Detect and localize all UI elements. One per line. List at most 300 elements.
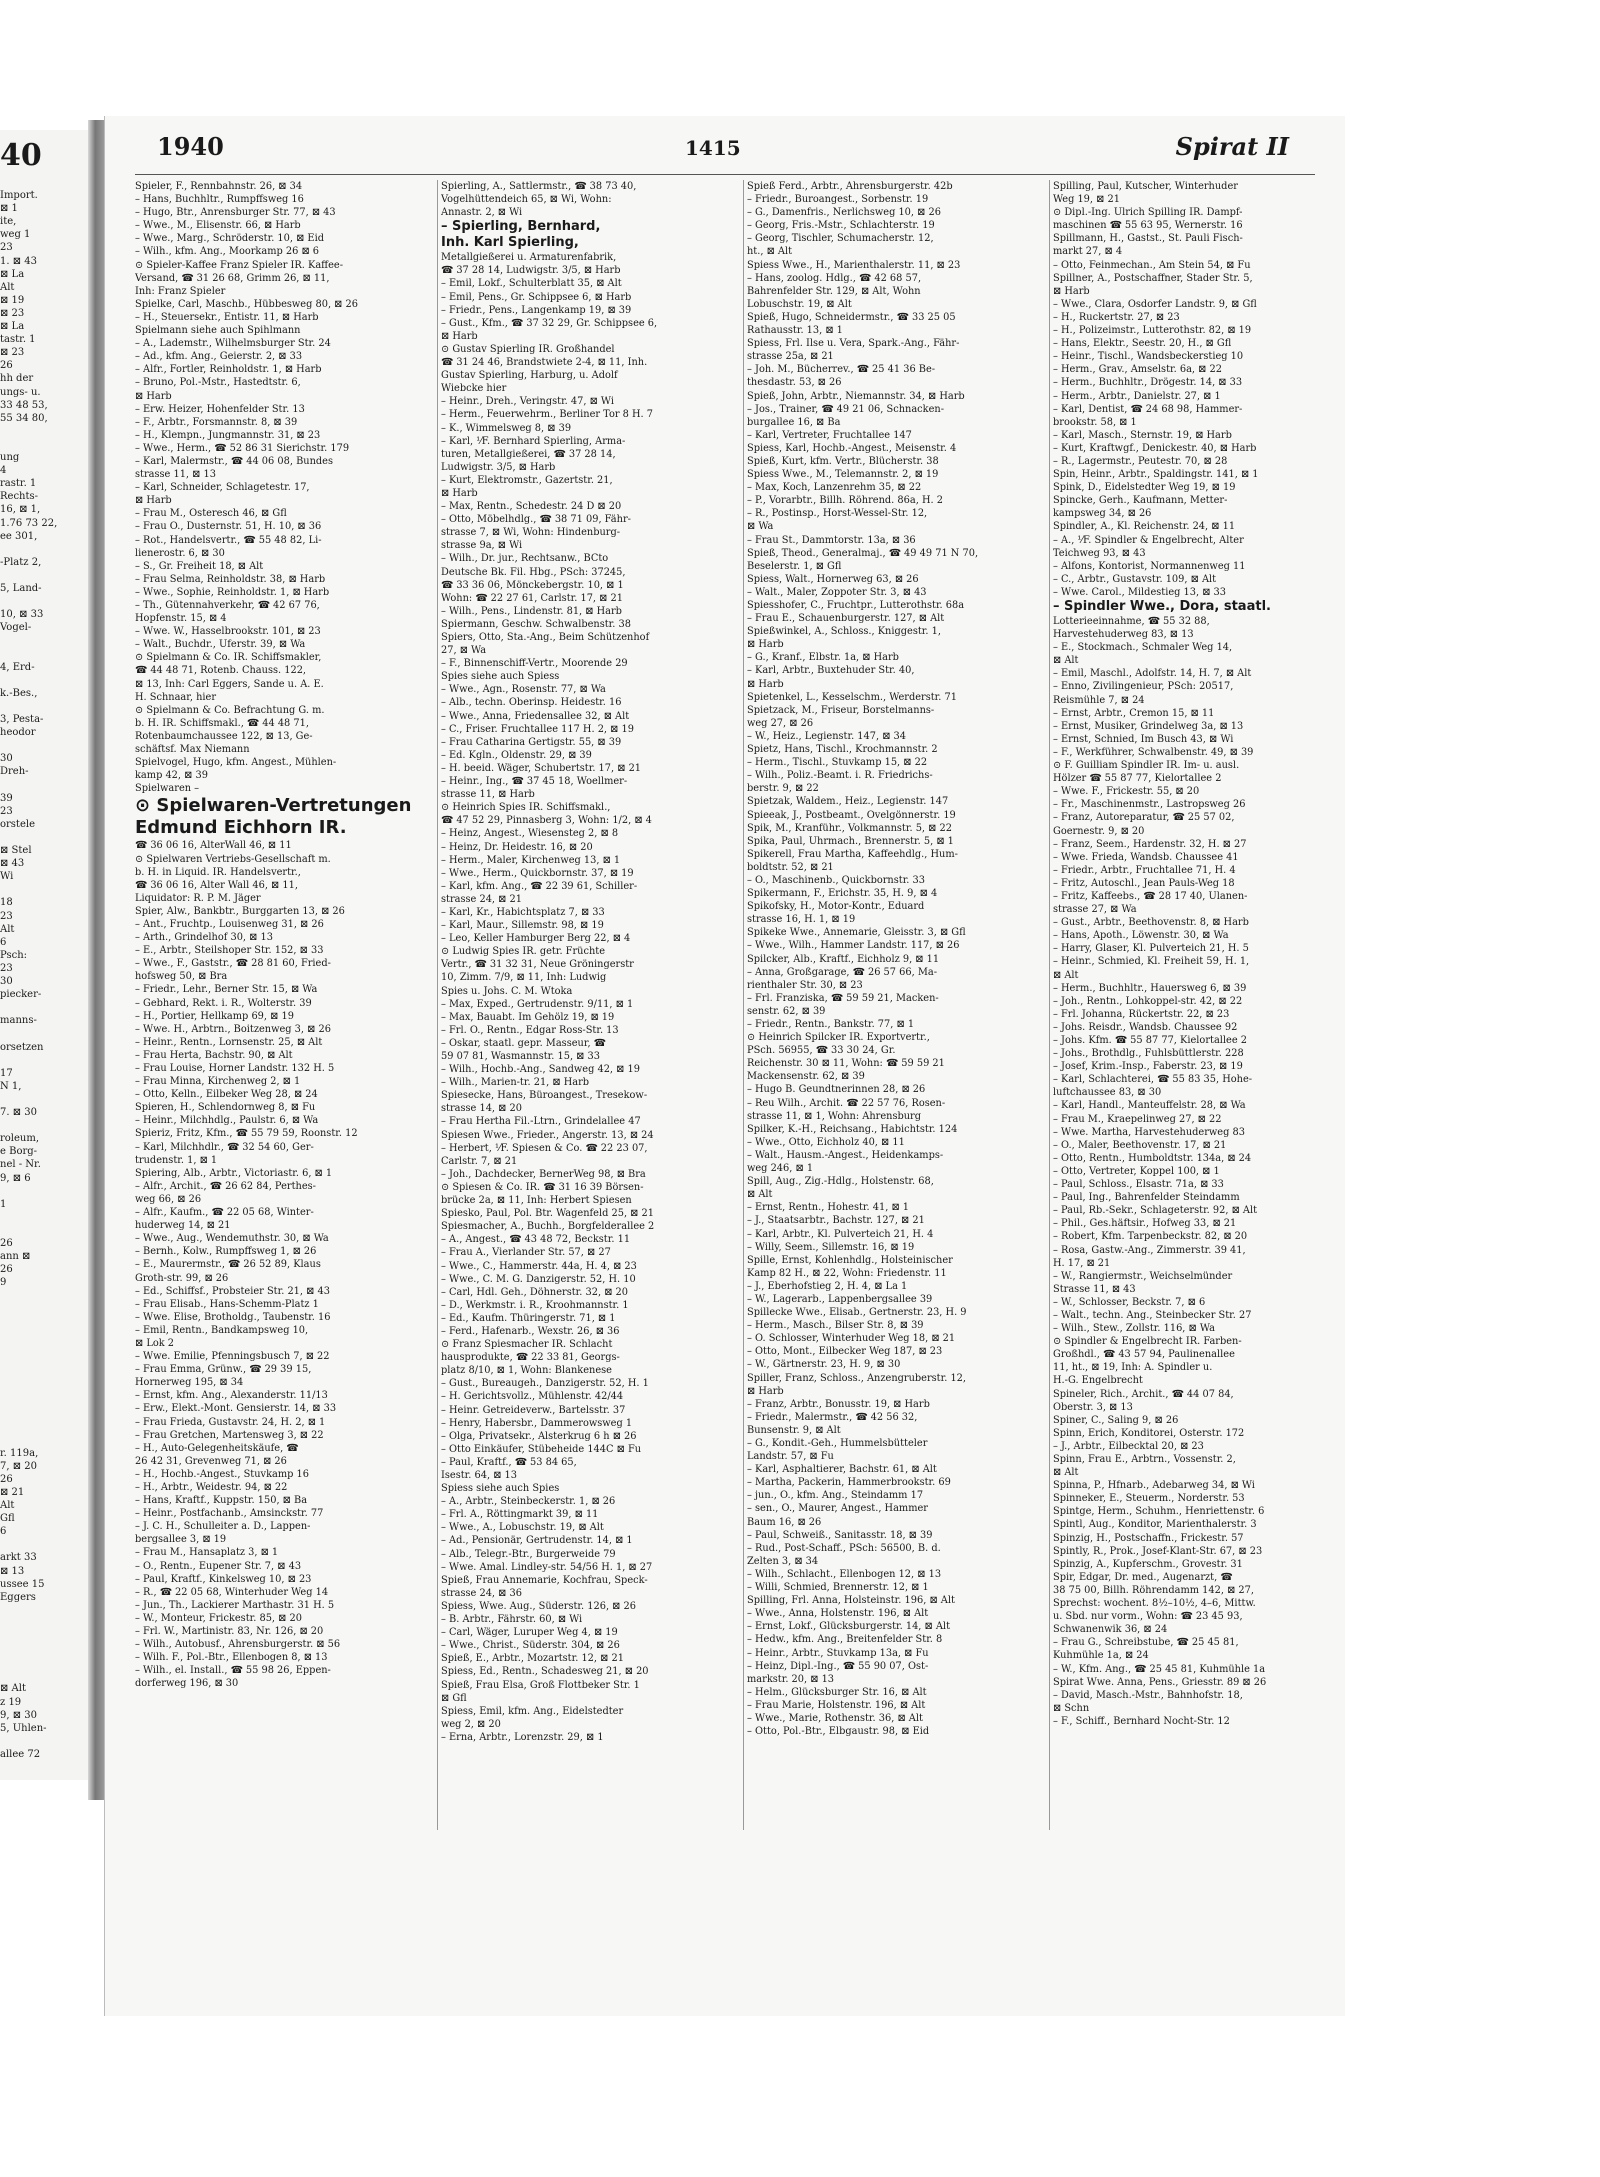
directory-entry: – Wilh. F., Pol.-Btr., Ellenbogen 8, ⊠ 13: [135, 1652, 328, 1664]
left-page-line: 17: [0, 1067, 13, 1079]
directory-entry: markstr. 20, ⊠ 13: [747, 1673, 835, 1685]
directory-entry: Spieß Ferd., Arbtr., Ahrensburgerstr. 42b: [747, 181, 953, 192]
directory-entry: Spielvogel, Hugo, kfm. Angest., Mühlen-: [135, 757, 337, 769]
directory-entry: – Karl, Handl., Manteuffelstr. 28, ⊠ Wa: [1053, 1100, 1246, 1112]
directory-entry: Spiess, Frl. Ilse u. Vera, Spark.-Ang., Fähr-: [747, 338, 960, 350]
directory-entry: Spiesmacher, A., Buchh., Borgfelderallee 2: [441, 1221, 655, 1233]
directory-entry: b. H. IR. Schiffsmakl., ☎ 44 48 71,: [135, 717, 309, 729]
directory-entry: markt 27, ⊠ 4: [1053, 246, 1123, 258]
directory-entry: Spilcker, Alb., Kraftf., Eichholz 9, ⊠ 11: [747, 953, 940, 965]
directory-entry: ⊙ Heinrich Spies IR. Schiffsmakl.,: [441, 802, 611, 814]
directory-entry: – Wwe. Martha, Harvestehuderweg 83: [1053, 1126, 1245, 1138]
left-page-line: Rechts-: [0, 491, 39, 503]
directory-entry: Spielwaren –: [135, 783, 200, 795]
left-page-line: 6: [0, 936, 7, 948]
directory-entry: Metallgießerei u. Armaturenfabrik,: [441, 252, 617, 264]
directory-entry: – Wilh., Hochb.-Ang., Sandweg 42, ⊠ 19: [441, 1064, 640, 1076]
left-page-line: nel - Nr.: [0, 1159, 41, 1171]
directory-entry: – Frl. Johanna, Rückertstr. 22, ⊠ 23: [1053, 1008, 1230, 1020]
directory-entry: – Th., Gütennahverkehr, ☎ 42 67 76,: [135, 600, 320, 611]
left-page-line: 1.76 73 22,: [0, 517, 58, 529]
column-divider: [1049, 180, 1050, 1830]
directory-entry: – Wwe., Aug., Wendemuthstr. 30, ⊠ Wa: [135, 1233, 329, 1245]
directory-entry: – J., Arbtr., Eilbecktal 20, ⊠ 23: [1053, 1440, 1204, 1452]
directory-entry: ⊙ Spielmann & Co. IR. Schiffsmakler,: [135, 652, 322, 664]
directory-entry: Annastr. 2, ⊠ Wi: [441, 207, 523, 219]
directory-entry: berstr. 9, ⊠ 22: [747, 783, 819, 795]
directory-entry: Spik, M., Kranführ., Volkmannstr. 5, ⊠ 22: [747, 822, 952, 834]
directory-entry: Edmund Eichhorn IR.: [135, 817, 347, 839]
directory-entry: Spieren, H., Schlendornweg 8, ⊠ Fu: [135, 1102, 316, 1114]
directory-entry: – Otto, Kelln., Eilbeker Weg 28, ⊠ 24: [135, 1089, 318, 1101]
left-page-line: 5, Land-: [0, 583, 42, 594]
directory-entry: ⊠ Alt: [1053, 1467, 1079, 1479]
directory-entry: Spieler, F., Rennbahnstr. 26, ⊠ 34: [135, 181, 303, 192]
directory-entry: Spiesko, Paul, Pol. Btr. Wagenfeld 25, ⊠ 21: [441, 1208, 654, 1220]
directory-entry: Spiess, Karl, Hochb.-Angest., Meisenstr. 4: [747, 442, 957, 454]
left-page-line: 23: [0, 805, 13, 817]
directory-entry: – H., Hochb.-Angest., Stuvkamp 16: [135, 1468, 310, 1480]
directory-entry: Goernestr. 9, ⊠ 20: [1053, 825, 1145, 837]
directory-entry: Hornerweg 195, ⊠ 34: [135, 1377, 244, 1389]
left-page-line: rastr. 1: [0, 478, 37, 490]
left-page-line: ⊠ 21: [0, 1486, 25, 1498]
directory-entry: ⊙ F. Guilliam Spindler IR. Im- u. ausl.: [1053, 760, 1240, 772]
directory-entry: Spiller, Franz, Schloss., Anzengruberstr. 12,: [747, 1372, 967, 1384]
directory-entry: strasse 11, ⊠ Harb: [441, 789, 535, 801]
left-page-line: ⊠ 1: [0, 203, 18, 215]
directory-entry: Reichenstr. 30 ⊠ 11, Wohn: ☎ 59 59 21: [747, 1058, 945, 1070]
directory-entry: – Paul, Schweiß., Sanitasstr. 18, ⊠ 39: [747, 1529, 933, 1541]
left-page-line: ungs- u.: [0, 386, 41, 398]
directory-entry: Spille, Ernst, Kohlenhdlg., Holsteinischer: [747, 1254, 953, 1266]
directory-entry: – Karl, Schneider, Schlagetestr. 17,: [135, 482, 310, 494]
left-page-line: Alt: [0, 1500, 15, 1511]
directory-entry: – Wwe., Wilh., Hammer Landstr. 117, ⊠ 26: [747, 940, 960, 952]
directory-entry: strasse 25a, ⊠ 21: [747, 351, 834, 363]
directory-entry: turen, Metallgießerei, ☎ 37 28 14,: [441, 448, 616, 460]
directory-entry: – H., Auto-Gelegenheitskäufe, ☎: [135, 1442, 299, 1454]
directory-entry: – Wilh., el. Install., ☎ 55 98 26, Eppen-: [135, 1665, 331, 1677]
directory-entry: ☎ 36 06 16, Alter Wall 46, ⊠ 11,: [135, 879, 298, 891]
left-page-line: 23: [0, 962, 13, 974]
directory-entry: – Wwe., F., Gaststr., ☎ 28 81 60, Fried-: [135, 958, 331, 970]
directory-entry: – Gust., Kfm., ☎ 37 32 29, Gr. Schippsee 6,: [441, 317, 658, 329]
left-page-line: 39: [0, 792, 13, 804]
running-head-range: Spirat II: [1175, 132, 1289, 161]
directory-page: [104, 116, 1345, 2016]
directory-column-3: [747, 180, 1043, 1830]
directory-entry: – Fr., Maschinenmstr., Lastropsweg 26: [1053, 799, 1246, 811]
directory-entry: – O. Schlosser, Winterhuder Weg 18, ⊠ 21: [747, 1333, 956, 1345]
left-page-line: ⊠ 19: [0, 294, 25, 306]
directory-entry: Spikerell, Frau Martha, Kaffeehdlg., Hum-: [747, 848, 958, 860]
directory-entry: ⊠ Schn: [1053, 1702, 1090, 1714]
left-page-line: Alt: [0, 923, 15, 935]
directory-column-4: [1053, 180, 1349, 1830]
directory-entry: Spillmann, H., Gastst., St. Pauli Fisch-: [1053, 233, 1243, 245]
directory-entry: – Frau Herta, Bachstr. 90, ⊠ Alt: [135, 1049, 293, 1061]
directory-entry: – Carl, Hdl. Geh., Döhnerstr. 32, ⊠ 20: [441, 1286, 628, 1298]
directory-entry: Spir, Edgar, Dr. med., Augenarzt, ☎: [1053, 1571, 1233, 1583]
directory-entry: Spiess Wwe., M., Telemannstr. 2, ⊠ 19: [747, 469, 939, 481]
left-page-line: -Platz 2,: [0, 556, 42, 568]
directory-entry: strasse 16, H. 1, ⊠ 19: [747, 914, 856, 926]
directory-entry: – D., Werkmstr. i. R., Kroohmannstr. 1: [441, 1299, 629, 1311]
directory-entry: – Heinz, Angest., Wiesensteg 2, ⊠ 8: [441, 828, 619, 840]
left-page-line: 7. ⊠ 30: [0, 1107, 38, 1118]
directory-entry: – Friedr., Lehr., Berner Str. 15, ⊠ Wa: [135, 984, 318, 996]
directory-entry: – Wwe. Amal. Lindley-str. 54/56 H. 1, ⊠ 27: [441, 1561, 653, 1573]
directory-entry: Bahrenfelder Str. 129, ⊠ Alt, Wohn: [747, 285, 921, 297]
directory-entry: – F., Werkführer, Schwalbenstr. 49, ⊠ 39: [1053, 746, 1254, 758]
left-page-line: 4, Erd-: [0, 661, 35, 673]
directory-entry: weg 66, ⊠ 26: [135, 1193, 202, 1205]
directory-entry: – Heinr., Schmied, Kl. Freiheit 59, H. 1,: [1053, 956, 1250, 968]
directory-entry: Spieß, Hugo, Schneidermstr., ☎ 33 25 05: [747, 311, 956, 323]
directory-entry: ⊠ Harb: [747, 678, 784, 690]
left-page-line: 4: [0, 465, 7, 477]
directory-entry: – Karl, Maur., Sillemstr. 98, ⊠ 19: [441, 920, 604, 932]
directory-entry: – Wwe., Marie, Rothenstr. 36, ⊠ Alt: [747, 1712, 923, 1724]
directory-entry: Spieeak, J., Postbeamt., Ovelgönnerstr. 19: [747, 809, 956, 821]
directory-entry: – Wilh., Poliz.-Beamt. i. R. Friedrichs-: [747, 770, 933, 782]
directory-entry: – J., Eberhofstieg 2, H. 4, ⊠ La 1: [747, 1280, 908, 1292]
directory-entry: – Herm., Buchhltr., Drögestr. 14, ⊠ 33: [1053, 377, 1243, 389]
left-page-line: Psch:: [0, 949, 28, 961]
left-page-line: piecker-: [0, 989, 42, 1001]
directory-entry: – Jun., Th., Lackierer Marthastr. 31 H. 5: [135, 1599, 335, 1611]
directory-entry: ⊠ Harb: [135, 390, 172, 402]
directory-entry: – Kurt, Kraftwgf., Denickestr. 40, ⊠ Harb: [1053, 442, 1257, 454]
directory-entry: – Arth., Grindelhof 30, ⊠ 13: [135, 932, 273, 944]
directory-entry: – A., Arbtr., Steinbeckerstr. 1, ⊠ 26: [441, 1496, 616, 1508]
directory-entry: ⊠ Alt: [1053, 655, 1079, 667]
directory-entry: – Frau Frieda, Gustavstr. 24, H. 2, ⊠ 1: [135, 1416, 326, 1428]
directory-entry: Spieß, Theod., Generalmaj., ☎ 49 49 71 N 70,: [747, 547, 979, 559]
directory-entry: – Otto, Pol.-Btr., Elbgaustr. 98, ⊠ Eid: [747, 1726, 930, 1738]
directory-entry: – Frau M., Osteresch 46, ⊠ Gfl: [135, 508, 287, 520]
left-page-line: 23: [0, 910, 13, 922]
directory-entry: – J. C. H., Schulleiter a. D., Lappen-: [135, 1521, 311, 1533]
directory-entry: – Robert, Kfm. Tarpenbeckstr. 82, ⊠ 20: [1053, 1231, 1248, 1243]
directory-entry: ⊙ Heinrich Spilcker IR. Exportvertr.,: [747, 1032, 930, 1044]
directory-entry: – Max, Exped., Gertrudenstr. 9/11, ⊠ 1: [441, 998, 634, 1010]
directory-entry: – G., Kranf., Elbstr. 1a, ⊠ Harb: [747, 652, 899, 664]
directory-entry: – Ferd., Hafenarb., Wexstr. 26, ⊠ 36: [441, 1325, 620, 1337]
directory-entry: – Emil, Pens., Gr. Schippsee 6, ⊠ Harb: [441, 291, 632, 303]
directory-entry: – Karl, kfm. Ang., ☎ 22 39 61, Schiller-: [441, 880, 638, 892]
directory-entry: bergsallee 3, ⊠ 19: [135, 1534, 227, 1546]
directory-entry: Spika, Paul, Uhrmach., Brennerstr. 5, ⊠ 1: [747, 835, 954, 847]
directory-entry: Spinn, Erich, Konditorei, Osterstr. 172: [1053, 1427, 1245, 1439]
directory-entry: ⊠ Harb: [747, 1385, 784, 1397]
directory-entry: – Heinr., Arbtr., Stuvkamp 13a, ⊠ Fu: [747, 1647, 929, 1659]
directory-entry: – Joh. M., Bücherrev., ☎ 25 41 36 Be-: [747, 364, 936, 376]
directory-entry: Wiebcke hier: [441, 383, 507, 395]
directory-entry: – Martha, Packerin, Hammerbrookstr. 69: [747, 1477, 951, 1489]
directory-entry: – Helm., Glücksburger Str. 16, ⊠ Alt: [747, 1686, 927, 1698]
directory-entry: strasse 14, ⊠ 20: [441, 1103, 522, 1115]
directory-entry: – Herm., Buchhltr., Hauersweg 6, ⊠ 39: [1053, 982, 1247, 994]
directory-entry: – Spindler Wwe., Dora, staatl.: [1053, 599, 1271, 614]
left-page-line: 9, ⊠ 30: [0, 1709, 38, 1721]
directory-entry: luftchaussee 83, ⊠ 30: [1053, 1087, 1162, 1099]
directory-entry: Inh. Karl Spierling,: [441, 235, 579, 251]
directory-entry: Spielmann siehe auch Spihlmann: [135, 325, 301, 337]
directory-entry: Hopfenstr. 15, ⊠ 4: [135, 613, 227, 625]
directory-entry: – Frau St., Dammtorstr. 13a, ⊠ 36: [747, 534, 916, 546]
directory-entry: – A., Angest., ☎ 43 48 72, Beckstr. 11: [441, 1234, 631, 1246]
directory-entry: Mackensenstr. 62, ⊠ 39: [747, 1071, 865, 1083]
directory-entry: – H., Arbtr., Weidestr. 94, ⊠ 22: [135, 1482, 288, 1493]
directory-entry: Spill, Aug., Zig.-Hdlg., Holstenstr. 68,: [747, 1176, 934, 1188]
directory-entry: – A., ⅟F. Spindler & Engelbrecht, Alter: [1053, 534, 1244, 546]
directory-entry: Spier, Alw., Bankbtr., Burggarten 13, ⊠ 26: [135, 905, 345, 917]
directory-entry: Wohn: ☎ 22 27 61, Carlstr. 17, ⊠ 21: [441, 592, 623, 604]
directory-entry: – Frl. W., Martinistr. 83, Nr. 126, ⊠ 20: [135, 1626, 324, 1638]
left-page-line: 1: [0, 1198, 7, 1210]
directory-entry: Spink, D., Eidelstedter Weg 19, ⊠ 19: [1053, 482, 1236, 494]
directory-entry: Spierling, A., Sattlermstr., ☎ 38 73 40,: [441, 181, 637, 192]
directory-entry: – Ernst, Lokf., Glücksburgerstr. 14, ⊠ Alt: [747, 1621, 951, 1633]
directory-entry: Spiesecke, Hans, Büroangest., Tresekow-: [441, 1090, 648, 1102]
left-page-line: 3, Pesta-: [0, 714, 44, 725]
directory-entry: – Herm., Maler, Kirchenweg 13, ⊠ 1: [441, 854, 621, 866]
directory-entry: strasse 11, ⊠ 1, Wohn: Ahrensburg: [747, 1110, 922, 1122]
directory-entry: Hölzer ☎ 55 87 77, Kielortallee 2: [1053, 773, 1222, 785]
left-page-line: ite,: [0, 216, 17, 228]
directory-entry: – Hans, Buchhltr., Rumpffsweg 16: [135, 194, 304, 206]
directory-entry: – Georg, Fris.-Mstr., Schlachterstr. 19: [747, 220, 935, 232]
directory-entry: – Friedr., Pens., Langenkamp 19, ⊠ 39: [441, 304, 632, 316]
directory-entry: Spiess, Wwe. Aug., Süderstr. 126, ⊠ 26: [441, 1600, 636, 1612]
directory-entry: – Alfr., Fortler, Reinholdstr. 1, ⊠ Harb: [135, 364, 322, 376]
directory-entry: ⊠ 13, Inh: Carl Eggers, Sande u. A. E.: [135, 678, 324, 690]
left-page-line: 30: [0, 753, 13, 765]
directory-entry: – O., Maler, Beethovenstr. 17, ⊠ 21: [1053, 1139, 1227, 1151]
directory-entry: Spiess, Emil, kfm. Ang., Eidelstedter: [441, 1705, 624, 1717]
directory-entry: – Emil, Rentn., Bandkampsweg 10,: [135, 1324, 309, 1336]
directory-entry: – Wwe., C. M. G. Danzigerstr. 52, H. 10: [441, 1273, 636, 1285]
directory-entry: Kamp 82 H., ⊠ 22, Wohn: Friedenstr. 11: [747, 1267, 947, 1279]
directory-entry: 27, ⊠ Wa: [441, 645, 487, 657]
directory-entry: ⊙ Gustav Spierling IR. Großhandel: [441, 343, 615, 355]
directory-entry: – B. Arbtr., Fährstr. 60, ⊠ Wi: [441, 1614, 583, 1626]
directory-entry: Spieß, Frau Annemarie, Kochfrau, Speck-: [441, 1574, 648, 1586]
left-page-line: 26: [0, 360, 13, 372]
directory-entry: – G., Kondit.-Geh., Hummelsbütteler: [747, 1438, 928, 1449]
directory-entry: – H., Steuersekr., Entistr. 11, ⊠ Harb: [135, 311, 319, 323]
directory-entry: Sprechst: wochent. 8½–10½, 4–6, Mittw.: [1053, 1598, 1256, 1610]
directory-entry: – Frau Hertha Fil.-Ltrn., Grindelallee 47: [441, 1116, 641, 1128]
directory-entry: – Frau Elisab., Hans-Schemm-Platz 1: [135, 1298, 319, 1310]
directory-entry: – Frau M., Kraepelinweg 27, ⊠ 22: [1053, 1113, 1222, 1125]
directory-entry: ☎ 36 06 16, AlterWall 46, ⊠ 11: [135, 840, 292, 852]
directory-entry: – Harry, Glaser, Kl. Pulverteich 21, H. 5: [1053, 943, 1249, 955]
directory-entry: ⊙ Spielwaren-Vertretungen: [135, 795, 412, 817]
directory-entry: – Heinr., Dreh., Veringstr. 47, ⊠ Wi: [441, 396, 614, 408]
page-number: 1415: [685, 136, 741, 160]
directory-entry: – Wwe. Emilie, Pfenningsbusch 7, ⊠ 22: [135, 1351, 330, 1363]
left-page-line: ⊠ La: [0, 321, 25, 332]
directory-entry: Spieß, John, Arbtr., Niemannstr. 34, ⊠ Harb: [747, 390, 965, 402]
directory-entry: – Gust., Bureaugeh., Danzigerstr. 52, H. 1: [441, 1378, 649, 1390]
directory-entry: Schwanenwik 36, ⊠ 24: [1053, 1624, 1168, 1636]
directory-entry: H. 17, ⊠ 21: [1053, 1257, 1111, 1269]
directory-entry: – Wwe. Carol., Mildestieg 13, ⊠ 33: [1053, 586, 1227, 598]
directory-entry: – Karl, Arbtr., Buxtehuder Str. 40,: [747, 665, 915, 677]
directory-entry: – Walt., Buchdr., Uferstr. 39, ⊠ Wa: [135, 639, 306, 651]
directory-entry: Spillecke Wwe., Elisab., Gertnerstr. 23, H. 9: [747, 1307, 967, 1319]
left-page-line: 10, ⊠ 33: [0, 609, 44, 621]
left-page-folio: 40: [0, 138, 42, 173]
directory-entry: – Herm., Tischl., Stuvkamp 15, ⊠ 22: [747, 757, 928, 769]
directory-entry: – Ernst, Schnied, Im Busch 43, ⊠ Wi: [1053, 733, 1234, 745]
header-rule: [135, 174, 1315, 175]
directory-entry: Harvestehuderweg 83, ⊠ 13: [1053, 629, 1194, 641]
directory-entry: Spinna, P., Hfnarb., Adebarweg 34, ⊠ Wi: [1053, 1480, 1255, 1492]
directory-entry: – Wwe., C., Hammerstr. 44a, H. 4, ⊠ 23: [441, 1260, 637, 1272]
directory-entry: Spilker, K.-H., Reichsang., Habichtstr. 124: [747, 1123, 958, 1135]
left-page-line: ⊠ Alt: [0, 1683, 26, 1695]
left-page-line: ⊠ 23: [0, 307, 25, 319]
directory-entry: – C., Arbtr., Gustavstr. 109, ⊠ Alt: [1053, 573, 1217, 585]
directory-entry: brookstr. 58, ⊠ 1: [1053, 416, 1137, 428]
directory-entry: Beselerstr. 1, ⊠ Gfl: [747, 560, 842, 572]
directory-entry: – E., Arbtr., Steilshoper Str. 152, ⊠ 33: [135, 945, 324, 957]
directory-entry: ⊙ Franz Spiesmacher IR. Schlacht: [441, 1339, 613, 1351]
directory-entry: Spindler, A., Kl. Reichenstr. 24, ⊠ 11: [1053, 521, 1236, 533]
directory-entry: – Wilh., Pens., Lindenstr. 81, ⊠ Harb: [441, 605, 622, 617]
directory-entry: – J., Staatsarbtr., Bachstr. 127, ⊠ 21: [747, 1215, 925, 1227]
directory-entry: – H., Ruckertstr. 27, ⊠ 23: [1053, 311, 1180, 323]
directory-entry: – Karl, Kr., Habichtsplatz 7, ⊠ 33: [441, 906, 605, 918]
directory-entry: – Frau A., Vierlander Str. 57, ⊠ 27: [441, 1247, 611, 1259]
directory-entry: – Friedr., Buroangest., Sorbenstr. 19: [747, 194, 929, 206]
directory-entry: Spilling, Paul, Kutscher, Winterhuder: [1053, 181, 1238, 192]
directory-entry: – Wwe., M., Elisenstr. 66, ⊠ Harb: [135, 220, 301, 232]
directory-entry: – Johs., Brothdlg., Fuhlsbüttlerstr. 228: [1053, 1048, 1244, 1060]
directory-entry: – Wwe., Marg., Schröderstr. 10, ⊠ Eid: [135, 233, 324, 245]
directory-entry: platz 8/10, ⊠ 1, Wohn: Blankenese: [441, 1365, 612, 1377]
directory-entry: – Georg, Tischler, Schumacherstr. 12,: [747, 233, 934, 245]
left-page-line: ann ⊠: [0, 1251, 31, 1263]
directory-entry: kampsweg 34, ⊠ 26: [1053, 508, 1152, 520]
directory-entry: – Herm., Arbtr., Danielstr. 27, ⊠ 1: [1053, 390, 1221, 402]
directory-entry: b. H. in Liquid. IR. Handelsvertr.,: [135, 866, 301, 878]
directory-entry: – Kurt, Elektromstr., Gazertstr. 21,: [441, 474, 613, 486]
directory-entry: Gustav Spierling, Harburg, u. Adolf: [441, 370, 618, 382]
directory-entry: Spinn, Frau E., Arbtrn., Vossenstr. 2,: [1053, 1454, 1236, 1465]
directory-entry: ⊠ Harb: [747, 639, 784, 651]
directory-entry: ⊠ Alt: [747, 1189, 773, 1201]
directory-entry: strasse 7, ⊠ Wi, Wohn: Hindenburg-: [441, 527, 621, 539]
directory-entry: 59 07 81, Wasmannstr. 15, ⊠ 33: [441, 1051, 600, 1062]
directory-entry: huderweg 14, ⊠ 21: [135, 1220, 231, 1232]
directory-entry: Spiesshofer, C., Fruchtpr., Lutterothstr. 68a: [747, 600, 965, 611]
directory-entry: – O., Maschinenb., Quickbornstr. 33: [747, 874, 925, 886]
directory-entry: – Karl, Milchhdlr., ☎ 32 54 60, Ger-: [135, 1141, 314, 1153]
directory-entry: – Ernst, kfm. Ang., Alexanderstr. 11/13: [135, 1390, 328, 1402]
left-page-line: r. 119a,: [0, 1447, 39, 1459]
directory-entry: – W., Lagerarb., Lappenbergsallee 39: [747, 1293, 933, 1305]
directory-entry: trudenstr. 1, ⊠ 1: [135, 1154, 218, 1166]
directory-entry: ⊙ Spiesen & Co. IR. ☎ 31 16 39 Börsen-: [441, 1181, 644, 1193]
directory-entry: Spinneker, E., Steuerm., Norderstr. 53: [1053, 1493, 1245, 1505]
directory-entry: – S., Gr. Freiheit 18, ⊠ Alt: [135, 560, 264, 572]
directory-entry: – H., Portier, Hellkamp 69, ⊠ 19: [135, 1010, 294, 1022]
directory-entry: – Friedr., Arbtr., Fruchtallee 71, H. 4: [1053, 864, 1236, 876]
directory-entry: – Rud., Post-Schaff., PSch: 56500, B. d.: [747, 1542, 941, 1554]
directory-entry: – Max, Koch, Lanzenrehm 35, ⊠ 22: [747, 482, 922, 494]
directory-entry: Spieß, Frau Elsa, Groß Flottbeker Str. 1: [441, 1679, 640, 1691]
directory-entry: – Joh., Dachdecker, BernerWeg 98, ⊠ Bra: [441, 1168, 646, 1180]
directory-entry: H.-G. Engelbrecht: [1053, 1375, 1143, 1387]
directory-entry: – Otto, Möbelhdlg., ☎ 38 71 09, Fähr-: [441, 514, 631, 526]
directory-entry: Spintl, Aug., Konditor, Marienthalerstr. 3: [1053, 1519, 1257, 1531]
directory-entry: – Wilh., Marien-tr. 21, ⊠ Harb: [441, 1077, 590, 1089]
directory-entry: – Karl, Dentist, ☎ 24 68 98, Hammer-: [1053, 403, 1243, 415]
directory-entry: – Hugo, Btr., Anrensburger Str. 77, ⊠ 43: [135, 207, 336, 219]
directory-entry: 26 42 31, Grevenweg 71, ⊠ 26: [135, 1455, 287, 1467]
left-page-line: Eggers: [0, 1591, 36, 1603]
left-page-line: ee 301,: [0, 530, 38, 542]
directory-entry: – W., Kfm. Ang., ☎ 25 45 81, Kuhmühle 1a: [1053, 1663, 1266, 1675]
directory-entry: – H. Gerichtsvollz., Mühlenstr. 42/44: [441, 1391, 624, 1403]
directory-entry: ⊠ Harb: [441, 487, 478, 499]
directory-entry: – Wwe., Christ., Süderstr. 304, ⊠ 26: [441, 1640, 620, 1652]
directory-entry: burgallee 16, ⊠ Ba: [747, 416, 841, 428]
directory-entry: Landstr. 57, ⊠ Fu: [747, 1451, 834, 1463]
directory-entry: – Fritz, Autoschl., Jean Pauls-Weg 18: [1053, 877, 1235, 889]
directory-entry: Spikermann, F., Erichstr. 35, H. 9, ⊠ 4: [747, 888, 938, 900]
directory-entry: Spikeke Wwe., Annemarie, Gleisstr. 3, ⊠ Gfl: [747, 927, 966, 939]
directory-entry: – Leo, Keller Hamburger Berg 22, ⊠ 4: [441, 933, 631, 945]
directory-entry: Ludwigstr. 3/5, ⊠ Harb: [441, 461, 556, 473]
directory-entry: ⊙ Ludwig Spies IR. getr. Früchte: [441, 946, 606, 958]
left-page-line: ⊠ 23: [0, 347, 25, 359]
left-page-line: 33 48 53,: [0, 399, 48, 411]
directory-entry: – Wwe. F., Frickestr. 55, ⊠ 20: [1053, 786, 1200, 798]
left-page-line: tastr. 1: [0, 334, 36, 346]
directory-entry: Liquidator: R. P. M. Jäger: [135, 892, 261, 904]
directory-entry: Lotterieeinnahme, ☎ 55 32 88,: [1053, 616, 1210, 627]
directory-entry: – Erw. Heizer, Hohenfelder Str. 13: [135, 403, 305, 415]
directory-entry: – F., Binnenschiff-Vertr., Moorende 29: [441, 658, 628, 670]
directory-entry: – Spierling, Bernhard,: [441, 219, 601, 235]
left-page-line: heodor: [0, 727, 36, 739]
directory-entry: – Phil., Ges.häftsir., Hofweg 33, ⊠ 21: [1053, 1218, 1237, 1230]
directory-entry: – Franz, Autoreparatur, ☎ 25 57 02,: [1053, 812, 1235, 824]
directory-entry: – Wwe., Herm., Quickbornstr. 37, ⊠ 19: [441, 867, 634, 879]
left-page-line: arkt 33: [0, 1552, 37, 1564]
directory-entry: – K., Wimmelsweg 8, ⊠ 39: [441, 422, 572, 434]
directory-entry: Strasse 11, ⊠ 43: [1053, 1283, 1136, 1295]
left-page-line: hh der: [0, 373, 34, 385]
directory-entry: – Herm., Feuerwehrm., Berliner Tor 8 H. 7: [441, 409, 654, 421]
directory-entry: – Wwe., Otto, Eichholz 40, ⊠ 11: [747, 1136, 905, 1148]
directory-entry: – O., Rentn., Eupener Str. 7, ⊠ 43: [135, 1560, 302, 1572]
left-page-line: ⊠ 13: [0, 1565, 25, 1577]
directory-entry: – Paul, Rb.-Sekr., Schlageterstr. 92, ⊠ Alt: [1053, 1205, 1258, 1217]
column-divider: [743, 180, 744, 1830]
directory-entry: Vertr., ☎ 31 32 31, Neue Gröningerstr: [441, 959, 634, 971]
directory-entry: PSch. 56955, ☎ 33 30 24, Gr.: [747, 1045, 896, 1057]
directory-entry: – Bernh., Kolw., Rumpffsweg 1, ⊠ 26: [135, 1246, 317, 1258]
directory-entry: – Joh., Rentn., Lohkoppel-str. 42, ⊠ 22: [1053, 995, 1243, 1007]
directory-entry: – Heinr., Milchhdlg., Paulstr. 6, ⊠ Wa: [135, 1115, 319, 1127]
